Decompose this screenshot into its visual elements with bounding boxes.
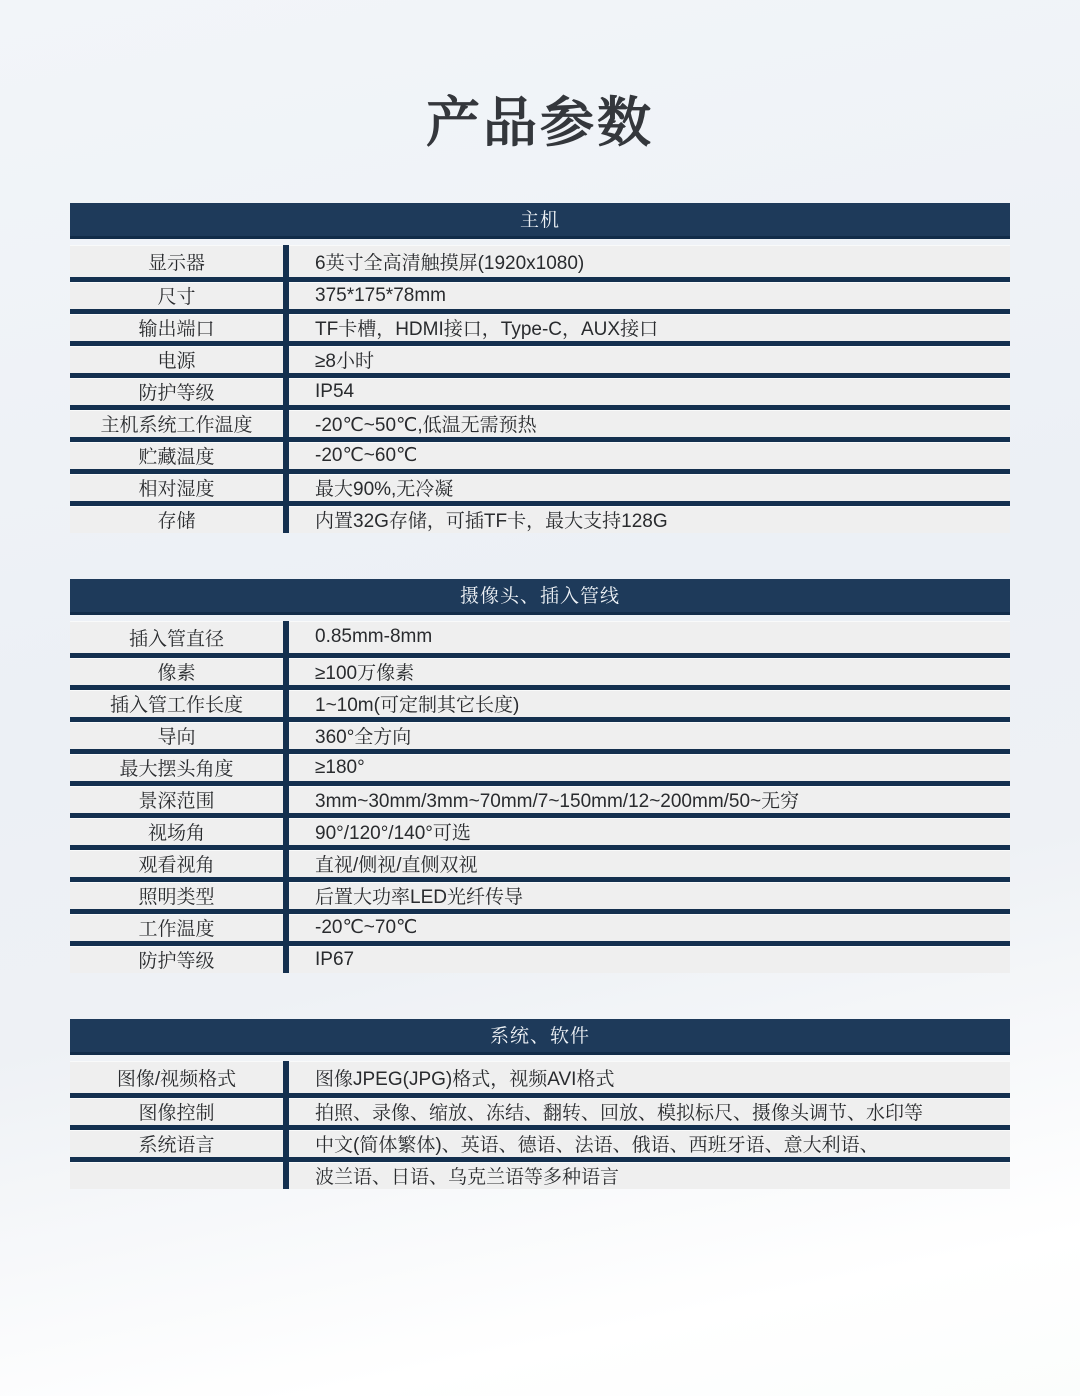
row-value: 内置32G存储，可插TF卡，最大支持128G	[315, 511, 668, 532]
row-value: 图像JPEG(JPG)格式，视频AVI格式	[315, 1068, 615, 1090]
row-value: 3mm~30mm/3mm~70mm/7~150mm/12~200mm/50~无穷	[315, 791, 800, 812]
row-value: 直视/侧视/直侧双视	[315, 855, 478, 876]
row-label: 贮藏温度	[138, 447, 215, 468]
row-value: -20℃~50℃,低温无需预热	[315, 415, 537, 436]
spec-table-section	[70, 579, 1010, 973]
spec-table-section	[70, 203, 1010, 533]
table-section-header: 摄像头、插入管线	[70, 579, 1010, 615]
table-row	[70, 685, 1010, 717]
row-label: 观看视角	[138, 855, 215, 876]
table-row	[70, 437, 1010, 469]
row-label: 工作温度	[138, 919, 215, 940]
table-row	[70, 717, 1010, 749]
table-row	[70, 1125, 1010, 1157]
row-label: 插入管直径	[128, 628, 224, 650]
table-row	[70, 341, 1010, 373]
row-value: -20℃~60℃	[315, 445, 418, 466]
table-row	[70, 877, 1010, 909]
table-section-header: 系统、软件	[70, 1019, 1010, 1055]
row-label: 像素	[157, 663, 196, 684]
row-label: 插入管工作长度	[109, 695, 243, 716]
row-value: ≥8小时	[315, 351, 374, 372]
table-body	[70, 245, 1010, 533]
row-label: 系统语言	[138, 1135, 215, 1156]
table-row	[70, 653, 1010, 685]
page-title: 产品参数	[426, 93, 654, 153]
row-value: 波兰语、日语、乌克兰语等多种语言	[315, 1167, 620, 1188]
row-value: 后置大功率LED光纤传导	[315, 887, 523, 908]
row-label: 输出端口	[138, 319, 215, 340]
row-value: 拍照、录像、缩放、冻结、翻转、回放、模拟标尺、摄像头调节、水印等	[315, 1103, 924, 1124]
table-body	[70, 1061, 1010, 1189]
spec-table-section	[70, 1019, 1010, 1189]
row-label: 相对湿度	[138, 479, 215, 500]
table-row	[70, 621, 1010, 653]
table-row	[70, 469, 1010, 501]
table-row	[70, 781, 1010, 813]
row-value: 360°全方向	[315, 727, 412, 748]
row-label: 存储	[157, 511, 196, 532]
table-row	[70, 277, 1010, 309]
table-row	[70, 245, 1010, 277]
row-value: 6英寸全高清触摸屏(1920x1080)	[315, 252, 585, 274]
row-label: 主机系统工作温度	[100, 415, 253, 436]
table-row	[70, 845, 1010, 877]
row-value: IP67	[315, 948, 355, 970]
row-label: 导向	[157, 727, 196, 748]
row-value: 375*175*78mm	[315, 284, 446, 306]
table-row	[70, 813, 1010, 845]
table-row	[70, 373, 1010, 405]
table-row	[70, 1093, 1010, 1125]
row-value: IP54	[315, 380, 355, 402]
row-label: 电源	[157, 351, 196, 372]
table-row	[70, 1061, 1010, 1093]
row-value: 0.85mm-8mm	[315, 626, 433, 647]
row-label	[70, 1162, 283, 1189]
row-label: 显示器	[147, 252, 205, 274]
row-label: 照明类型	[138, 887, 215, 908]
table-row	[70, 749, 1010, 781]
row-value: 90°/120°/140°可选	[315, 823, 471, 844]
row-value: 中文(简体繁体)、英语、德语、法语、俄语、西班牙语、意大利语、	[315, 1135, 879, 1156]
row-value: 1~10m(可定制其它长度)	[315, 695, 520, 716]
row-value: -20℃~70℃	[315, 917, 418, 938]
row-label: 最大摆头角度	[119, 759, 234, 780]
table-row	[70, 405, 1010, 437]
row-value: TF卡槽，HDMI接口，Type-C，AUX接口	[315, 319, 659, 340]
row-label: 尺寸	[157, 287, 196, 308]
row-value: ≥180°	[315, 756, 365, 778]
row-value: 最大90%,无冷凝	[315, 479, 454, 500]
table-row	[70, 309, 1010, 341]
table-row	[70, 501, 1010, 533]
row-label: 图像控制	[138, 1103, 215, 1124]
table-row	[70, 909, 1010, 941]
row-label: 视场角	[147, 823, 205, 844]
row-label: 防护等级	[138, 383, 215, 404]
table-section-header: 主机	[70, 203, 1010, 239]
row-label: 图像/视频格式	[116, 1068, 237, 1090]
table-row	[70, 1157, 1010, 1189]
row-label: 景深范围	[138, 791, 215, 812]
table-row	[70, 941, 1010, 973]
spec-tables-container	[70, 203, 1010, 1189]
row-value: ≥100万像素	[315, 663, 415, 684]
row-label: 防护等级	[138, 951, 215, 972]
table-body	[70, 621, 1010, 973]
